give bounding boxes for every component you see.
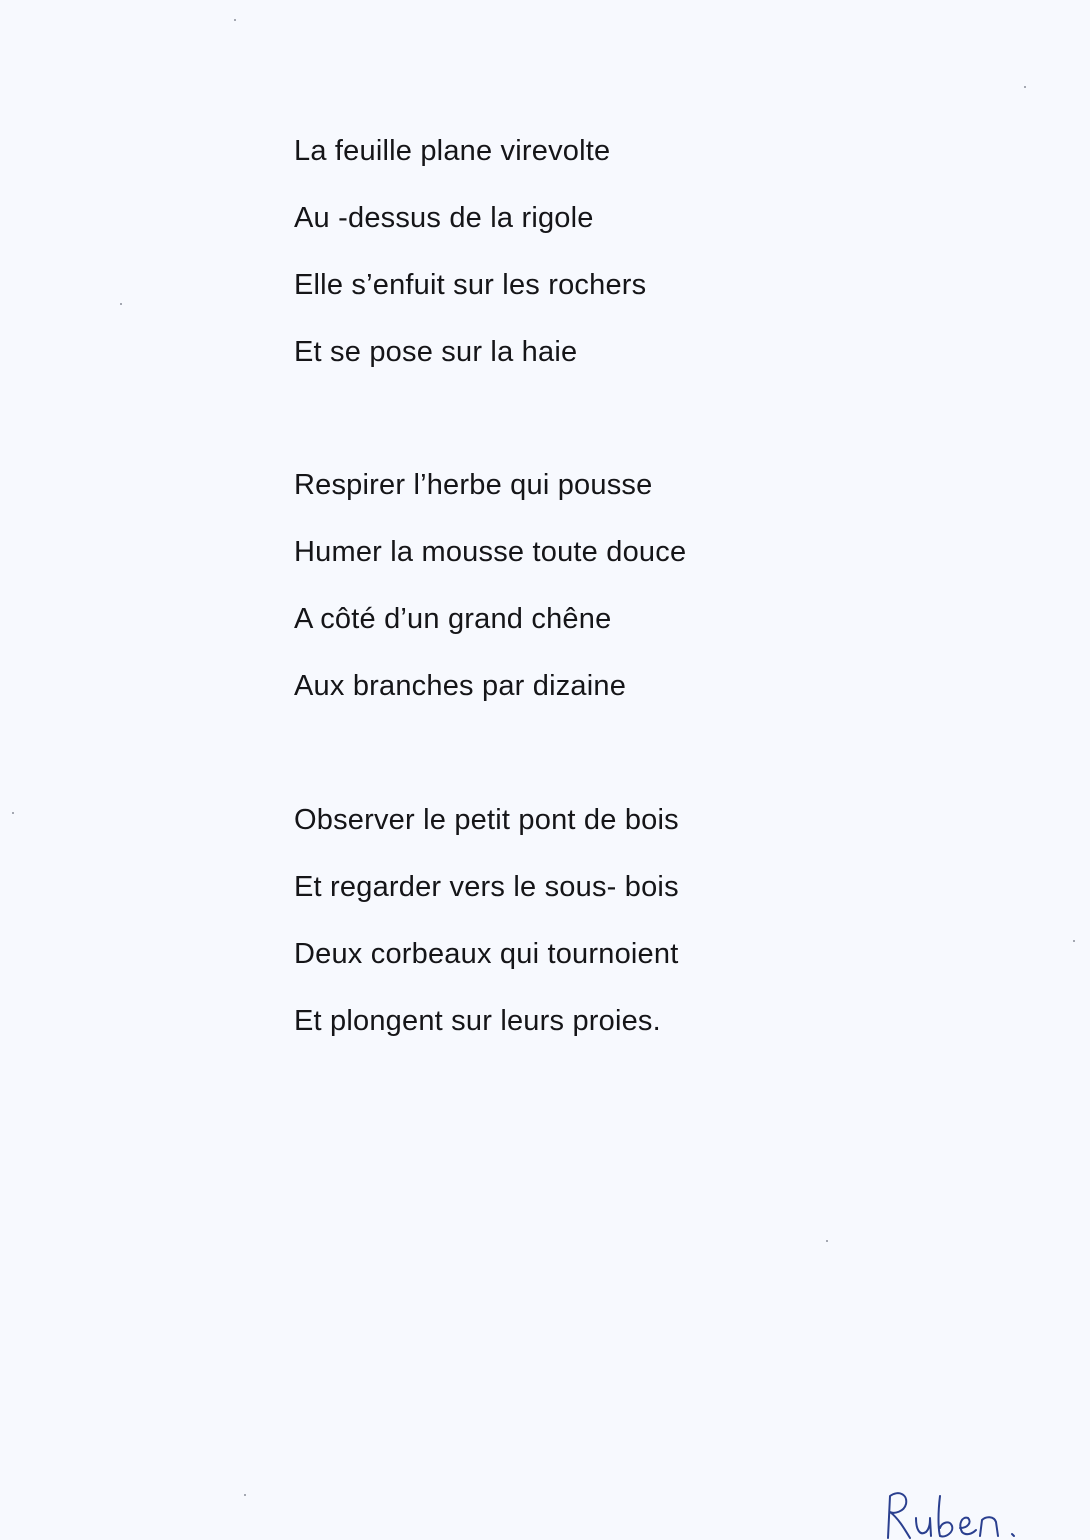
scan-speck: [120, 303, 122, 305]
poem-line: Au -dessus de la rigole: [294, 202, 594, 234]
poem-line: Et se pose sur la haie: [294, 336, 578, 368]
scan-speck: [826, 1240, 828, 1242]
poem-line: La feuille plane virevolte: [294, 135, 611, 167]
scan-speck: [244, 1494, 246, 1496]
poem-line: Et regarder vers le sous- bois: [294, 871, 679, 903]
scan-speck: [1073, 940, 1075, 942]
stanza-3: [294, 787, 679, 1055]
scan-speck: [234, 19, 236, 21]
poem-line: Aux branches par dizaine: [294, 670, 627, 702]
stanza-2: [294, 452, 686, 720]
poem-line: Respirer l’herbe qui pousse: [294, 469, 653, 501]
poem-line: Humer la mousse toute douce: [294, 536, 687, 568]
poem-line: A côté d’un grand chêne: [294, 603, 612, 635]
poem-line: Deux corbeaux qui tournoient: [294, 938, 679, 970]
poem-line: Elle s’enfuit sur les rochers: [294, 269, 647, 301]
scan-speck: [1024, 86, 1026, 88]
handwritten-signature: [876, 1488, 1036, 1540]
scan-speck: [12, 812, 14, 814]
poem-line: Observer le petit pont de bois: [294, 804, 679, 836]
signature-drawing: [876, 1488, 1036, 1540]
poem-line: Et plongent sur leurs proies.: [294, 1005, 661, 1037]
signature-strokes: [888, 1493, 1014, 1538]
stanza-1: [294, 118, 646, 386]
